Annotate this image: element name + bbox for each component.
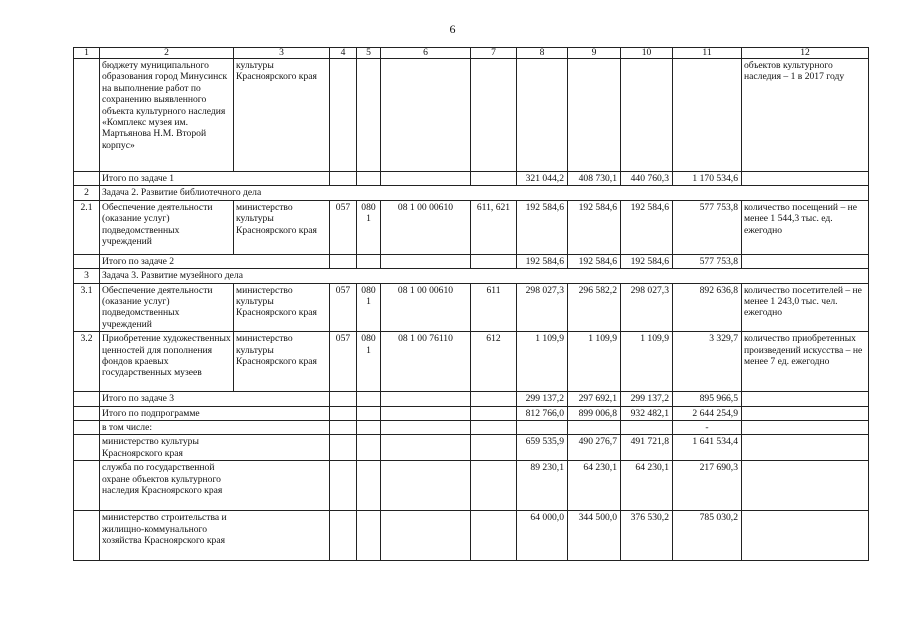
result-text: количество посещений – не менее 1 544,3 тыс. ед. ежегодно [742,200,869,254]
value-cell: 899 006,8 [568,406,621,420]
result-text: объектов культурного наследия – 1 в 2017 году [742,59,869,172]
value-cell: 321 044,2 [517,172,568,186]
department-name: министерство культуры Красноярского края [102,436,199,459]
value-cell: 892 636,8 [673,283,742,332]
col-header: 8 [517,48,568,59]
value-cell: 1 109,9 [568,332,621,392]
total-label [100,511,330,561]
row-number: 2.1 [74,200,100,254]
value-cell: 408 730,1 [568,172,621,186]
col-header: 11 [673,48,742,59]
value-cell: 376 530,2 [621,511,673,561]
grbs-code: 057 [330,200,357,254]
table-row [74,461,869,511]
department-name: министерство строительства и жилищно-коммунального хозяйства Красноярского края [102,512,227,547]
value-cell: 577 753,8 [673,200,742,254]
col-header: 5 [357,48,381,59]
table-row [74,283,869,332]
value-cell: 490 276,7 [568,435,621,461]
target-code: 08 1 00 00610 [381,200,471,254]
row-number: 3.1 [74,283,100,332]
total-label: Итого по задаче 2 [100,254,330,268]
value-cell: 812 766,0 [517,406,568,420]
grbs-code: 057 [330,283,357,332]
value-cell: 440 760,3 [621,172,673,186]
col-header: 7 [471,48,517,59]
value-cell: 64 230,1 [568,461,621,511]
table-row [74,392,869,406]
total-label [100,461,330,511]
total-label: Итого по подпрограмме [100,406,330,420]
subprogram-table [73,47,869,561]
total-label: в том числе: [100,421,330,435]
table-row [74,186,869,200]
value-cell: 1 170 534,6 [673,172,742,186]
value-cell: 344 500,0 [568,511,621,561]
col-header: 10 [621,48,673,59]
value-cell: 64 000,0 [517,511,568,561]
total-label: Итого по задаче 3 [100,392,330,406]
row-number: 3 [74,269,100,283]
value-cell: 1 641 534,4 [673,435,742,461]
col-header: 6 [381,48,471,59]
col-header: 9 [568,48,621,59]
row-number: 2 [74,186,100,200]
table-row [74,421,869,435]
expense-type: 612 [471,332,517,392]
table-row [74,332,869,392]
value-cell: 299 137,2 [621,392,673,406]
value-cell: 296 582,2 [568,283,621,332]
activity-name: Обеспечение деятельности (оказание услуг) подведомственных учреждений [100,283,234,332]
activity-name: бюджету муниципального образования город Минусинск на выполнение работ по сохранению выявленного объекта культурного наследия «Комплекс музея им. Мартьянова Н.М. Второй корпус» [100,59,234,172]
col-header: 1 [74,48,100,59]
value-cell: 192 584,6 [517,200,568,254]
executor: министерство культуры Красноярского края [234,283,330,332]
table-row [74,406,869,420]
executor: министерство культуры Красноярского края [234,200,330,254]
table-row [74,435,869,461]
total-label: Итого по задаче 1 [100,172,330,186]
value-cell: 932 482,1 [621,406,673,420]
activity-name: Приобретение художественных ценностей для пополнения фондов краевых государственных музеев [100,332,234,392]
col-header: 12 [742,48,869,59]
section-code: 0801 [357,332,381,392]
col-header: 3 [234,48,330,59]
value-cell: 298 027,3 [517,283,568,332]
value-cell: 491 721,8 [621,435,673,461]
task-title: Задача 2. Развитие библиотечного дела [100,186,869,200]
result-text: количество посетителей – не менее 1 243,0 тыс. чел. ежегодно [742,283,869,332]
table-row [74,59,869,172]
value-cell: 1 109,9 [517,332,568,392]
grbs-code: 057 [330,332,357,392]
section-code: 0801 [357,283,381,332]
value-cell: 659 535,9 [517,435,568,461]
value-cell: 1 109,9 [621,332,673,392]
department-name: служба по государственной охране объектов культурного наследия Красноярского края [102,462,223,497]
target-code: 08 1 00 76110 [381,332,471,392]
result-text: количество приобретенных произведений искусства – не менее 7 ед. ежегодно [742,332,869,392]
col-header: 2 [100,48,234,59]
value-cell: 3 329,7 [673,332,742,392]
expense-type: 611, 621 [471,200,517,254]
value-cell: 192 584,6 [568,200,621,254]
header-row [74,48,869,59]
value-cell: 192 584,6 [568,254,621,268]
total-label [100,435,330,461]
page-number: 6 [449,22,456,36]
value-cell: 192 584,6 [621,254,673,268]
value-cell: 217 690,3 [673,461,742,511]
activity-name: Обеспечение деятельности (оказание услуг) подведомственных учреждений [100,200,234,254]
table-row [74,511,869,561]
task-title: Задача 3. Развитие музейного дела [100,269,869,283]
value-cell: 192 584,6 [517,254,568,268]
value-cell: 297 692,1 [568,392,621,406]
table-row [74,172,869,186]
executor: министерство культуры Красноярского края [234,332,330,392]
value-cell: 299 137,2 [517,392,568,406]
value-cell: 89 230,1 [517,461,568,511]
value-cell: 785 030,2 [673,511,742,561]
table-row [74,269,869,283]
value-cell: 2 644 254,9 [673,406,742,420]
value-cell: 895 966,5 [673,392,742,406]
value-cell: 64 230,1 [621,461,673,511]
value-cell: 298 027,3 [621,283,673,332]
row-number: 3.2 [74,332,100,392]
target-code: 08 1 00 00610 [381,283,471,332]
expense-type: 611 [471,283,517,332]
value-cell: - [673,421,742,435]
value-cell: 192 584,6 [621,200,673,254]
value-cell: 577 753,8 [673,254,742,268]
col-header: 4 [330,48,357,59]
executor: культуры Красноярского края [234,59,330,172]
table-row [74,254,869,268]
section-code: 0801 [357,200,381,254]
table-row [74,200,869,254]
